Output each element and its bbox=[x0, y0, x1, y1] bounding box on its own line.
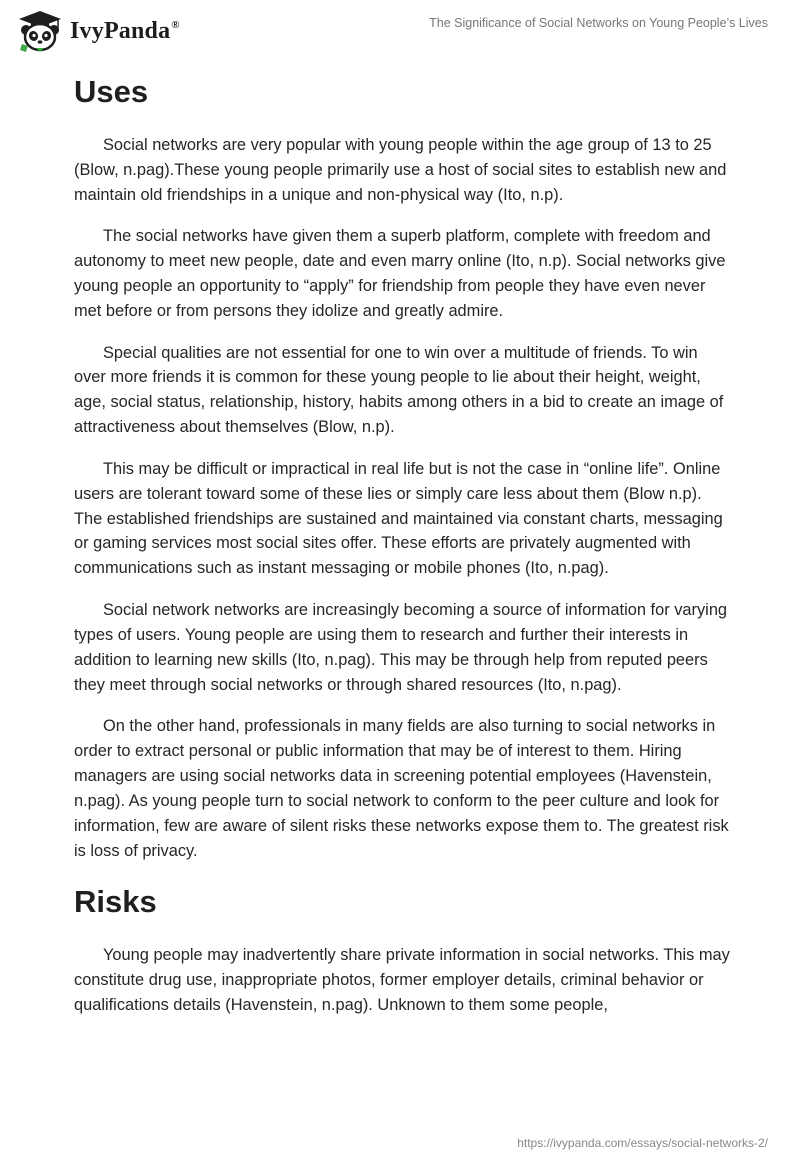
panda-graduate-icon bbox=[16, 10, 64, 52]
uses-paragraphs bbox=[74, 133, 734, 864]
paragraph: On the other hand, professionals in many fields are also turning to social networks in order to extract personal or public information that may be of interest to them. Hiring managers are using social networks data in screening potential employees (Havenstein, n.pag). As young people turn to social network to conform to the peer culture and look for information, few are aware of silent risks these networks expose them to. The greatest risk is loss of privacy. bbox=[74, 717, 729, 860]
ivypanda-logo[interactable] bbox=[16, 10, 180, 52]
section-heading-risks: Risks bbox=[74, 884, 157, 920]
source-url-link[interactable]: https://ivypanda.com/essays/social-networks-2/ bbox=[517, 1136, 768, 1150]
paragraph: This may be difficult or impractical in real life but is not the case in “online life”. Online users are tolerant toward some of these lies or simply care less about them (Blow n.p). The established friendships are sustained and maintained via constant charts, messaging or gaming services most social sites offer. These efforts are privately augmented with communications such as instant messaging or mobile phones (Ito, n.pag). bbox=[74, 459, 723, 578]
paragraph: Special qualities are not essential for one to win over a multitude of friends. To win over more friends it is common for these young people to lie about their height, weight, age, social status, relationship, history, habits among others in a bid to create an image of attractiveness about themselves (Blow, n.p). bbox=[74, 343, 724, 437]
paragraph: Social networks are very popular with young people within the age group of 13 to 25 (Blow, n.pag).These young people primarily use a host of social sites to establish new and maintain old friendships in a unique and non-physical way (Ito, n.p). bbox=[74, 136, 727, 204]
document-title: The Significance of Social Networks on Young People’s Lives bbox=[429, 16, 768, 30]
paragraph: The social networks have given them a superb platform, complete with freedom and autonomy to meet new people, date and even marry online (Ito, n.p). Social networks give young people an opportunity to “apply” for friendship from people they have even never met before or from persons they idolize and greatly admire. bbox=[74, 227, 726, 321]
logo-wordmark: IvyPanda® bbox=[70, 17, 180, 44]
paragraph: Social network networks are increasingly becoming a source of information for varying types of users. Young people are using them to research and further their interests in addition to learning new skills (Ito, n.pag). This may be through help from reputed peers they meet through social networks or through shared resources (Ito, n.pag). bbox=[74, 600, 728, 694]
section-heading-uses: Uses bbox=[74, 74, 149, 109]
page-header bbox=[0, 0, 800, 60]
essay-body bbox=[74, 70, 734, 1034]
paragraph: Young people may inadvertently share private information in social networks. This may constitute drug use, inappropriate photos, former employer details, criminal behavior or qualifications details (Havenstein, n.pag). Unknown to them some people, bbox=[74, 946, 730, 1014]
risks-paragraphs bbox=[74, 943, 734, 1018]
